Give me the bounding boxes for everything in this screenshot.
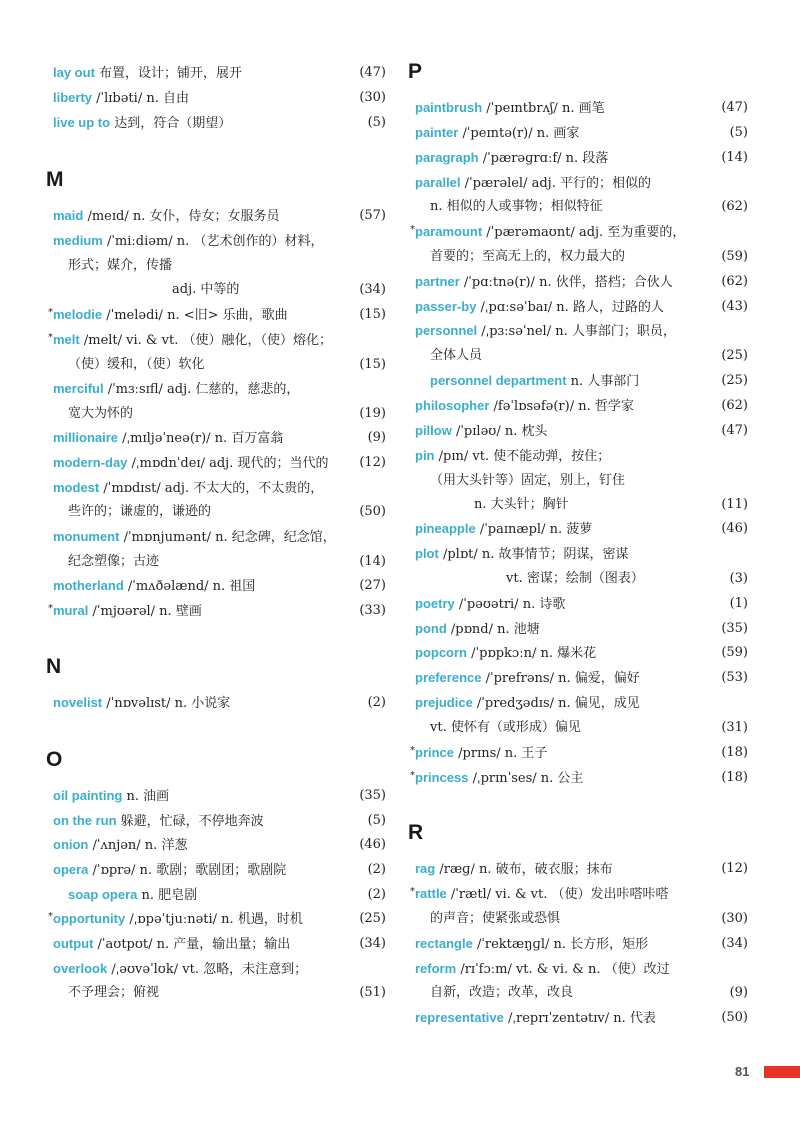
entry-continuation [68, 549, 386, 574]
definition: n. 人事部门 [566, 374, 640, 389]
unit-ref: (12) [359, 455, 386, 470]
entry-continuation [430, 244, 748, 269]
unit-ref: (25) [721, 348, 748, 363]
entry-prejudice [415, 690, 748, 716]
entry-continuation [68, 980, 386, 1005]
entry-continuation [430, 715, 748, 740]
headword: mural [53, 603, 89, 618]
headword: paramount [415, 224, 483, 239]
unit-ref: (15) [359, 307, 386, 322]
unit-ref: (34) [359, 282, 386, 297]
star-mark: * [410, 886, 415, 897]
entry-maid [53, 203, 386, 229]
continuation-text: 首要的；至高无上的，权力最大的 [430, 249, 626, 264]
entry-popcorn [415, 640, 748, 666]
continuation-text: n. 大头针；胸针 [474, 497, 569, 512]
definition: /meɪd/ n. 女仆，侍女；女服务员 [83, 209, 280, 224]
unit-ref: (31) [721, 720, 748, 735]
definition: /ˈaʊtpʊt/ n. 产量，输出量；输出 [93, 937, 291, 952]
headword: philosopher [415, 398, 490, 413]
definition: /rɪˈfɔːm/ vt. & vi. & n. （使）改过 [456, 962, 670, 977]
entry-continuation [68, 401, 386, 426]
unit-ref: (2) [367, 695, 386, 710]
headword: popcorn [415, 645, 467, 660]
continuation-text: （使）缓和，（使）软化 [68, 357, 205, 372]
continuation-text: 纪念塑像；古迹 [68, 554, 160, 569]
definition: /pɒnd/ n. 池塘 [446, 622, 540, 637]
headword: pin [415, 448, 435, 463]
headword: rattle [415, 886, 447, 901]
unit-ref: (9) [367, 430, 386, 445]
entry-paramount [410, 219, 748, 245]
definition: /ˌprɪnˈses/ n. 公主 [468, 771, 584, 786]
unit-ref: (62) [721, 199, 748, 214]
entry-continuation [430, 343, 748, 368]
definition: 布置，设计；铺开，展开 [94, 66, 243, 81]
unit-ref: (34) [359, 936, 386, 951]
unit-ref: (27) [359, 578, 386, 593]
headword: liberty [53, 90, 93, 105]
entry-parallel [415, 170, 748, 196]
headword: reform [415, 961, 457, 976]
star-mark: * [410, 224, 415, 235]
definition: /ˌəʊvəˈlʊk/ vt. 忽略，未注意到； [107, 962, 308, 977]
unit-ref: (3) [729, 571, 748, 586]
entry-pin [415, 443, 748, 469]
definition: /ˈlɪbəti/ n. 自由 [92, 91, 189, 106]
entry-monument [53, 524, 386, 550]
definition: /ˈpeɪntə(r)/ n. 画家 [458, 126, 580, 141]
definition: /ˈpærəmaʊnt/ adj. 至为重要的， [482, 225, 686, 240]
continuation-text: n. 相似的人或事物；相似特征 [430, 199, 603, 214]
entry-poetry [415, 591, 748, 617]
headword: live up to [53, 115, 111, 130]
definition: /ˈmɜːsɪfl/ adj. 仁慈的，慈悲的， [103, 382, 300, 397]
entry-princess [410, 765, 748, 791]
unit-ref: (59) [721, 249, 748, 264]
definition: /ˈpɪləʊ/ n. 枕头 [451, 424, 548, 439]
entry-paragraph [415, 145, 748, 171]
headword: monument [53, 529, 120, 544]
unit-ref: (53) [721, 670, 748, 685]
definition: n. 油画 [122, 789, 170, 804]
unit-ref: (30) [359, 90, 386, 105]
headword: representative [415, 1010, 504, 1025]
entry-continuation [506, 566, 748, 591]
definition: /ˌmɪljəˈneə(r)/ n. 百万富翁 [118, 431, 284, 446]
definition: /ˈʌnjən/ n. 洋葱 [88, 838, 188, 853]
unit-ref: (33) [359, 603, 386, 618]
section-letter-o: O [46, 748, 63, 771]
unit-ref: (14) [721, 150, 748, 165]
headword: personnel department [430, 373, 567, 388]
unit-ref: (62) [721, 398, 748, 413]
unit-ref: (9) [729, 985, 748, 1000]
headword: paintbrush [415, 100, 483, 115]
unit-ref: (18) [721, 745, 748, 760]
unit-ref: (46) [721, 521, 748, 536]
entry-medium [53, 228, 386, 254]
entry-opera [53, 857, 386, 883]
definition: /ˈmɒnjumənt/ n. 纪念碑，纪念馆， [119, 530, 336, 545]
entry-continuation [68, 499, 386, 524]
headword: melodie [53, 307, 103, 322]
star-mark: * [48, 911, 53, 922]
definition: /ˈmiːdiəm/ n. （艺术创作的）材料， [102, 234, 324, 249]
unit-ref: (50) [721, 1010, 748, 1025]
entry-opportunity [48, 906, 386, 932]
definition: /ˈpɒpkɔːn/ n. 爆米花 [467, 646, 597, 661]
headword: princess [415, 770, 469, 785]
definition: /ˈpeɪntbrʌʃ/ n. 画笔 [482, 101, 605, 116]
headword: partner [415, 274, 460, 289]
entry-passer-by [415, 294, 748, 320]
entry-representative [415, 1005, 748, 1031]
definition: 达到，符合（期望） [110, 116, 232, 131]
headword: plot [415, 546, 439, 561]
unit-ref: (50) [359, 504, 386, 519]
entry-modest [53, 475, 386, 501]
definition: /ˌpɑːsəˈbaɪ/ n. 路人，过路的人 [476, 300, 664, 315]
definition: /ˌreprɪˈzentətɪv/ n. 代表 [503, 1011, 656, 1026]
entry-continuation [68, 253, 386, 278]
unit-ref: (47) [359, 65, 386, 80]
definition: n. 肥皂剧 [137, 888, 198, 903]
definition: 躲避，忙碌，不停地奔波 [116, 814, 264, 829]
definition: /ˈmelədi/ n. <旧> 乐曲，歌曲 [102, 308, 288, 323]
entry-preference [415, 665, 748, 691]
unit-ref: (35) [359, 788, 386, 803]
unit-ref: (35) [721, 621, 748, 636]
definition: /ˈpaɪnæpl/ n. 菠萝 [475, 522, 593, 537]
continuation-text: 的声音；使紧张或恐惧 [430, 911, 561, 926]
section-letter-m: M [46, 168, 64, 191]
headword: personnel [415, 323, 478, 338]
entry-painter [415, 120, 748, 146]
headword: poetry [415, 596, 455, 611]
entry-continuation [430, 468, 748, 493]
section-letter-n: N [46, 655, 62, 678]
unit-ref: (5) [729, 125, 748, 140]
entry-personnel [415, 318, 748, 344]
unit-ref: (15) [359, 357, 386, 372]
entry-lay-out [53, 60, 386, 86]
entry-output [53, 931, 386, 957]
star-mark: * [48, 307, 53, 318]
unit-ref: (57) [359, 208, 386, 223]
continuation-text: 全体人员 [430, 348, 483, 363]
headword: preference [415, 670, 482, 685]
continuation-text: 不予理会；俯视 [68, 985, 160, 1000]
entry-reform [415, 956, 748, 982]
unit-ref: (47) [721, 100, 748, 115]
entry-millionaire [53, 425, 386, 451]
headword: prejudice [415, 695, 473, 710]
definition: /plɒt/ n. 故事情节；阴谋，密谋 [438, 547, 629, 562]
headword: motherland [53, 578, 124, 593]
headword: medium [53, 233, 103, 248]
headword: painter [415, 125, 459, 140]
entry-motherland [53, 573, 386, 599]
headword: rectangle [415, 936, 473, 951]
unit-ref: (62) [721, 274, 748, 289]
unit-ref: (59) [721, 645, 748, 660]
unit-ref: (25) [359, 911, 386, 926]
headword: novelist [53, 695, 103, 710]
unit-ref: (30) [721, 911, 748, 926]
definition: /ˈmɒdɪst/ adj. 不太大的，不太贵的， [99, 481, 324, 496]
entry-continuation [430, 906, 748, 931]
continuation-text: 宽大为怀的 [68, 406, 134, 421]
definition: /ˈpəʊətri/ n. 诗歌 [454, 597, 566, 612]
unit-ref: (1) [729, 596, 748, 611]
entry-pineapple [415, 516, 748, 542]
continuation-text: 自新，改造；改革，改良 [430, 985, 574, 1000]
entry-liberty [53, 85, 386, 111]
unit-ref: (5) [367, 813, 386, 828]
headword: melt [53, 332, 80, 347]
entry-philosopher [415, 393, 748, 419]
entry-plot [415, 541, 748, 567]
headword: pineapple [415, 521, 476, 536]
entry-melt [48, 327, 386, 353]
section-letter-r: R [408, 821, 424, 844]
headword: merciful [53, 381, 104, 396]
entry-rag [415, 856, 748, 882]
unit-ref: (25) [721, 373, 748, 388]
entry-pillow [415, 418, 748, 444]
entry-personnel-department [430, 368, 748, 394]
unit-ref: (5) [367, 115, 386, 130]
definition: /pɪn/ vt. 使不能动弹，按住； [434, 449, 611, 464]
entry-continuation [430, 980, 748, 1005]
entry-continuation [430, 194, 748, 219]
definition: /ˈpredʒədɪs/ n. 偏见，成见 [472, 696, 640, 711]
headword: parallel [415, 175, 461, 190]
unit-ref: (34) [721, 936, 748, 951]
definition: /ˌɒpəˈtjuːnəti/ n. 机遇，时机 [125, 912, 303, 927]
entry-rectangle [415, 931, 748, 957]
entry-continuation [474, 492, 748, 517]
entry-novelist [53, 690, 386, 716]
entry-pond [415, 616, 748, 642]
continuation-text: 形式；媒介，传播 [68, 258, 173, 273]
headword: modest [53, 480, 100, 495]
definition: /ˈrektæŋɡl/ n. 长方形，矩形 [472, 937, 649, 952]
headword: lay out [53, 65, 95, 80]
entry-modern-day [53, 450, 386, 476]
headword: output [53, 936, 94, 951]
unit-ref: (11) [721, 497, 748, 512]
definition: /ˈmʌðəlænd/ n. 祖国 [123, 579, 256, 594]
page-number: 81 [735, 1064, 750, 1079]
definition: /ˈɒprə/ n. 歌剧；歌剧团；歌剧院 [88, 863, 287, 878]
entry-partner [415, 269, 748, 295]
headword: prince [415, 745, 455, 760]
definition: /ˈrætl/ vi. & vt. （使）发出咔嗒咔嗒 [446, 887, 669, 902]
unit-ref: (47) [721, 423, 748, 438]
definition: /ˈpærəlel/ adj. 平行的；相似的 [460, 176, 651, 191]
headword: soap opera [68, 887, 138, 902]
star-mark: * [410, 745, 415, 756]
headword: overlook [53, 961, 108, 976]
unit-ref: (12) [721, 861, 748, 876]
entry-prince [410, 740, 748, 766]
headword: passer-by [415, 299, 477, 314]
entry-oil-painting [53, 783, 386, 809]
continuation-text: vt. 密谋；绘制（图表） [506, 571, 644, 586]
definition: /prɪns/ n. 王子 [454, 746, 548, 761]
definition: /ˈprefrəns/ n. 偏爱，偏好 [481, 671, 640, 686]
headword: modern-day [53, 455, 128, 470]
headword: maid [53, 208, 84, 223]
headword: pond [415, 621, 447, 636]
headword: onion [53, 837, 89, 852]
headword: opera [53, 862, 89, 877]
definition: /ræɡ/ n. 破布，破衣服；抹布 [435, 862, 613, 877]
headword: opportunity [53, 911, 126, 926]
star-mark: * [48, 603, 53, 614]
headword: rag [415, 861, 436, 876]
unit-ref: (18) [721, 770, 748, 785]
definition: /fəˈlɒsəfə(r)/ n. 哲学家 [489, 399, 634, 414]
definition: /ˈnɒvəlɪst/ n. 小说家 [102, 696, 231, 711]
headword: millionaire [53, 430, 119, 445]
headword: paragraph [415, 150, 479, 165]
headword: pillow [415, 423, 452, 438]
headword: on the run [53, 813, 117, 828]
unit-ref: (46) [359, 837, 386, 852]
entry-paintbrush [415, 95, 748, 121]
entry-overlook [53, 956, 386, 982]
unit-ref: (2) [367, 862, 386, 877]
entry-onion [53, 832, 386, 858]
entry-mural [48, 598, 386, 624]
unit-ref: (14) [359, 554, 386, 569]
star-mark: * [410, 770, 415, 781]
definition: /ˈpɑːtnə(r)/ n. 伙伴，搭档；合伙人 [459, 275, 673, 290]
unit-ref: (51) [359, 985, 386, 1000]
definition: /ˌmɒdnˈdeɪ/ adj. 现代的；当代的 [127, 456, 329, 471]
entry-continuation [172, 277, 386, 302]
entry-on-the-run [53, 808, 386, 834]
unit-ref: (43) [721, 299, 748, 314]
definition: /ˌpɜːsəˈnel/ n. 人事部门；职员， [477, 324, 676, 339]
continuation-text: 些许的；谦虚的，谦逊的 [68, 504, 212, 519]
definition: /melt/ vi. & vt. （使）融化，（使）熔化； [79, 333, 332, 348]
definition: /ˈmjʊərəl/ n. 壁画 [88, 604, 202, 619]
continuation-text: （用大头针等）固定，别上，钉住 [430, 473, 626, 488]
entry-soap-opera [68, 882, 386, 908]
entry-merciful [53, 376, 386, 402]
entry-live-up-to [53, 110, 386, 136]
entry-rattle [410, 881, 748, 907]
definition: /ˈpærəɡrɑːf/ n. 段落 [478, 151, 609, 166]
headword: oil painting [53, 788, 123, 803]
page-accent-bar [764, 1066, 800, 1078]
section-letter-p: P [408, 60, 423, 83]
continuation-text: adj. 中等的 [172, 282, 240, 297]
star-mark: * [48, 332, 53, 343]
unit-ref: (2) [367, 887, 386, 902]
entry-continuation [68, 352, 386, 377]
entry-melodie [48, 302, 386, 328]
unit-ref: (19) [359, 406, 386, 421]
continuation-text: vt. 使怀有（或形成）偏见 [430, 720, 581, 735]
